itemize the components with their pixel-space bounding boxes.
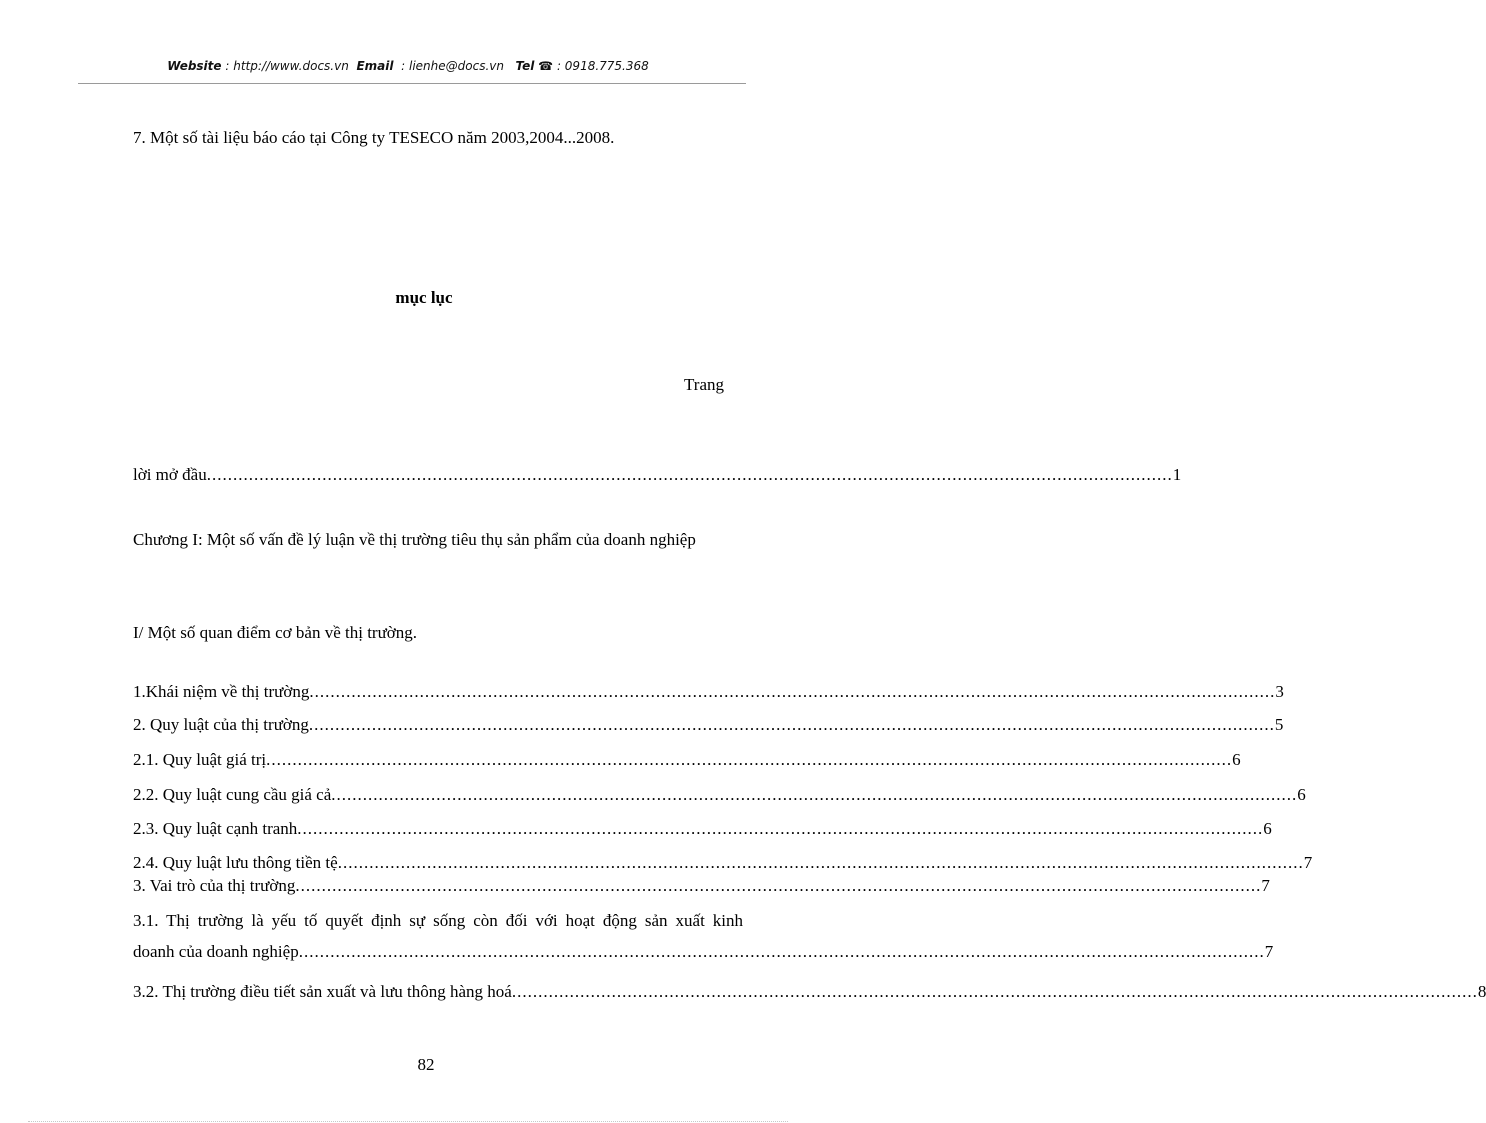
toc-entry-page: 5 — [1274, 715, 1284, 734]
dot-leader: ........................................................................................................................................................................................ — [309, 682, 1276, 701]
toc-entry[interactable] — [133, 750, 1241, 770]
dot-leader: ........................................................................................................................................................................................ — [298, 942, 1265, 961]
dot-leader: ........................................................................................................................................................................................ — [308, 715, 1275, 734]
dot-leader: ........................................................................................................................................................................................ — [511, 982, 1478, 1001]
toc-entry-page: 7 — [1261, 876, 1270, 895]
toc-entry-label: 2. Quy luật của thị trường — [133, 715, 309, 734]
toc-entry-label: 3. Vai trò của thị trường — [133, 876, 296, 895]
toc-entry-3-1-line2[interactable] — [133, 942, 1274, 962]
toc-entry-page: 3 — [1275, 682, 1284, 701]
toc-entry[interactable] — [133, 853, 1313, 873]
website-label: Website — [167, 59, 222, 73]
toc-entry[interactable] — [133, 876, 1270, 896]
dot-leader: ........................................................................................................................................................................................ — [295, 876, 1262, 895]
toc-entry-page: 1 — [1172, 465, 1182, 484]
toc-chapter-1[interactable]: Chương I: Một số vấn đề lý luận về thị trường tiêu thụ sản phẩm của doanh nghiệp — [133, 530, 696, 549]
toc-entry-3-2[interactable] — [133, 982, 1486, 1002]
toc-entry[interactable] — [133, 682, 1284, 702]
dot-leader: ........................................................................................................................................................................................ — [266, 750, 1233, 769]
dot-leader: ........................................................................................................................................................................................ — [297, 819, 1264, 838]
toc-title: mục lục — [395, 288, 453, 307]
toc-entry-page: 7 — [1303, 853, 1313, 872]
dot-leader: ........................................................................................................................................................................................ — [337, 853, 1304, 872]
website-url[interactable]: : http://www.docs.vn — [225, 59, 349, 73]
toc-entry-page: 6 — [1297, 785, 1306, 804]
toc-entry-page: 6 — [1232, 750, 1241, 769]
toc-entry-label: 2.1. Quy luật giá trị — [133, 750, 267, 769]
email-value[interactable]: : lienhe@docs.vn — [401, 59, 504, 73]
footer-divider — [28, 1121, 788, 1122]
tel-label: Tel — [515, 59, 535, 73]
toc-entry-page: 7 — [1264, 942, 1274, 961]
toc-entry-page: 8 — [1477, 982, 1486, 1001]
toc-entry-label: 1.Khái niệm về thị trường — [133, 682, 310, 701]
toc-entry-label: doanh của doanh nghiệp — [133, 942, 299, 961]
email-label: Email — [356, 59, 394, 73]
page-number: 82 — [417, 1055, 435, 1074]
toc-entry-label: 2.2. Quy luật cung cầu giá cả — [133, 785, 332, 804]
toc-section-1[interactable]: I/ Một số quan điểm cơ bản về thị trường. — [133, 623, 418, 642]
toc-entry-label: lời mở đầu — [133, 465, 207, 484]
tel-value: : 0918.775.368 — [556, 59, 649, 73]
phone-icon: ☎ — [538, 59, 554, 73]
toc-entry[interactable] — [133, 819, 1272, 839]
toc-entry-intro[interactable] — [133, 465, 1182, 485]
toc-entry-3-1-line1[interactable]: 3.1. Thị trường là yếu tố quyết định sự sống còn đối với hoạt động sản xuất kinh — [133, 911, 743, 930]
header-divider — [78, 83, 746, 84]
toc-entry-label: 2.4. Quy luật lưu thông tiền tệ — [133, 853, 338, 872]
dot-leader: ........................................................................................................................................................................................ — [206, 465, 1173, 484]
page-header — [0, 59, 816, 73]
toc-entry-page: 6 — [1263, 819, 1272, 838]
page-column-label: Trang — [684, 375, 724, 394]
toc-entry-label: 3.2. Thị trường điều tiết sản xuất và lưu thông hàng hoá — [133, 982, 512, 1001]
toc-entry[interactable] — [133, 715, 1284, 735]
toc-entry[interactable] — [133, 785, 1306, 805]
toc-entry-label: 2.3. Quy luật cạnh tranh — [133, 819, 298, 838]
dot-leader: ........................................................................................................................................................................................ — [331, 785, 1298, 804]
reference-item: 7. Một số tài liệu báo cáo tại Công ty TESECO năm 2003,2004...2008. — [133, 128, 615, 147]
